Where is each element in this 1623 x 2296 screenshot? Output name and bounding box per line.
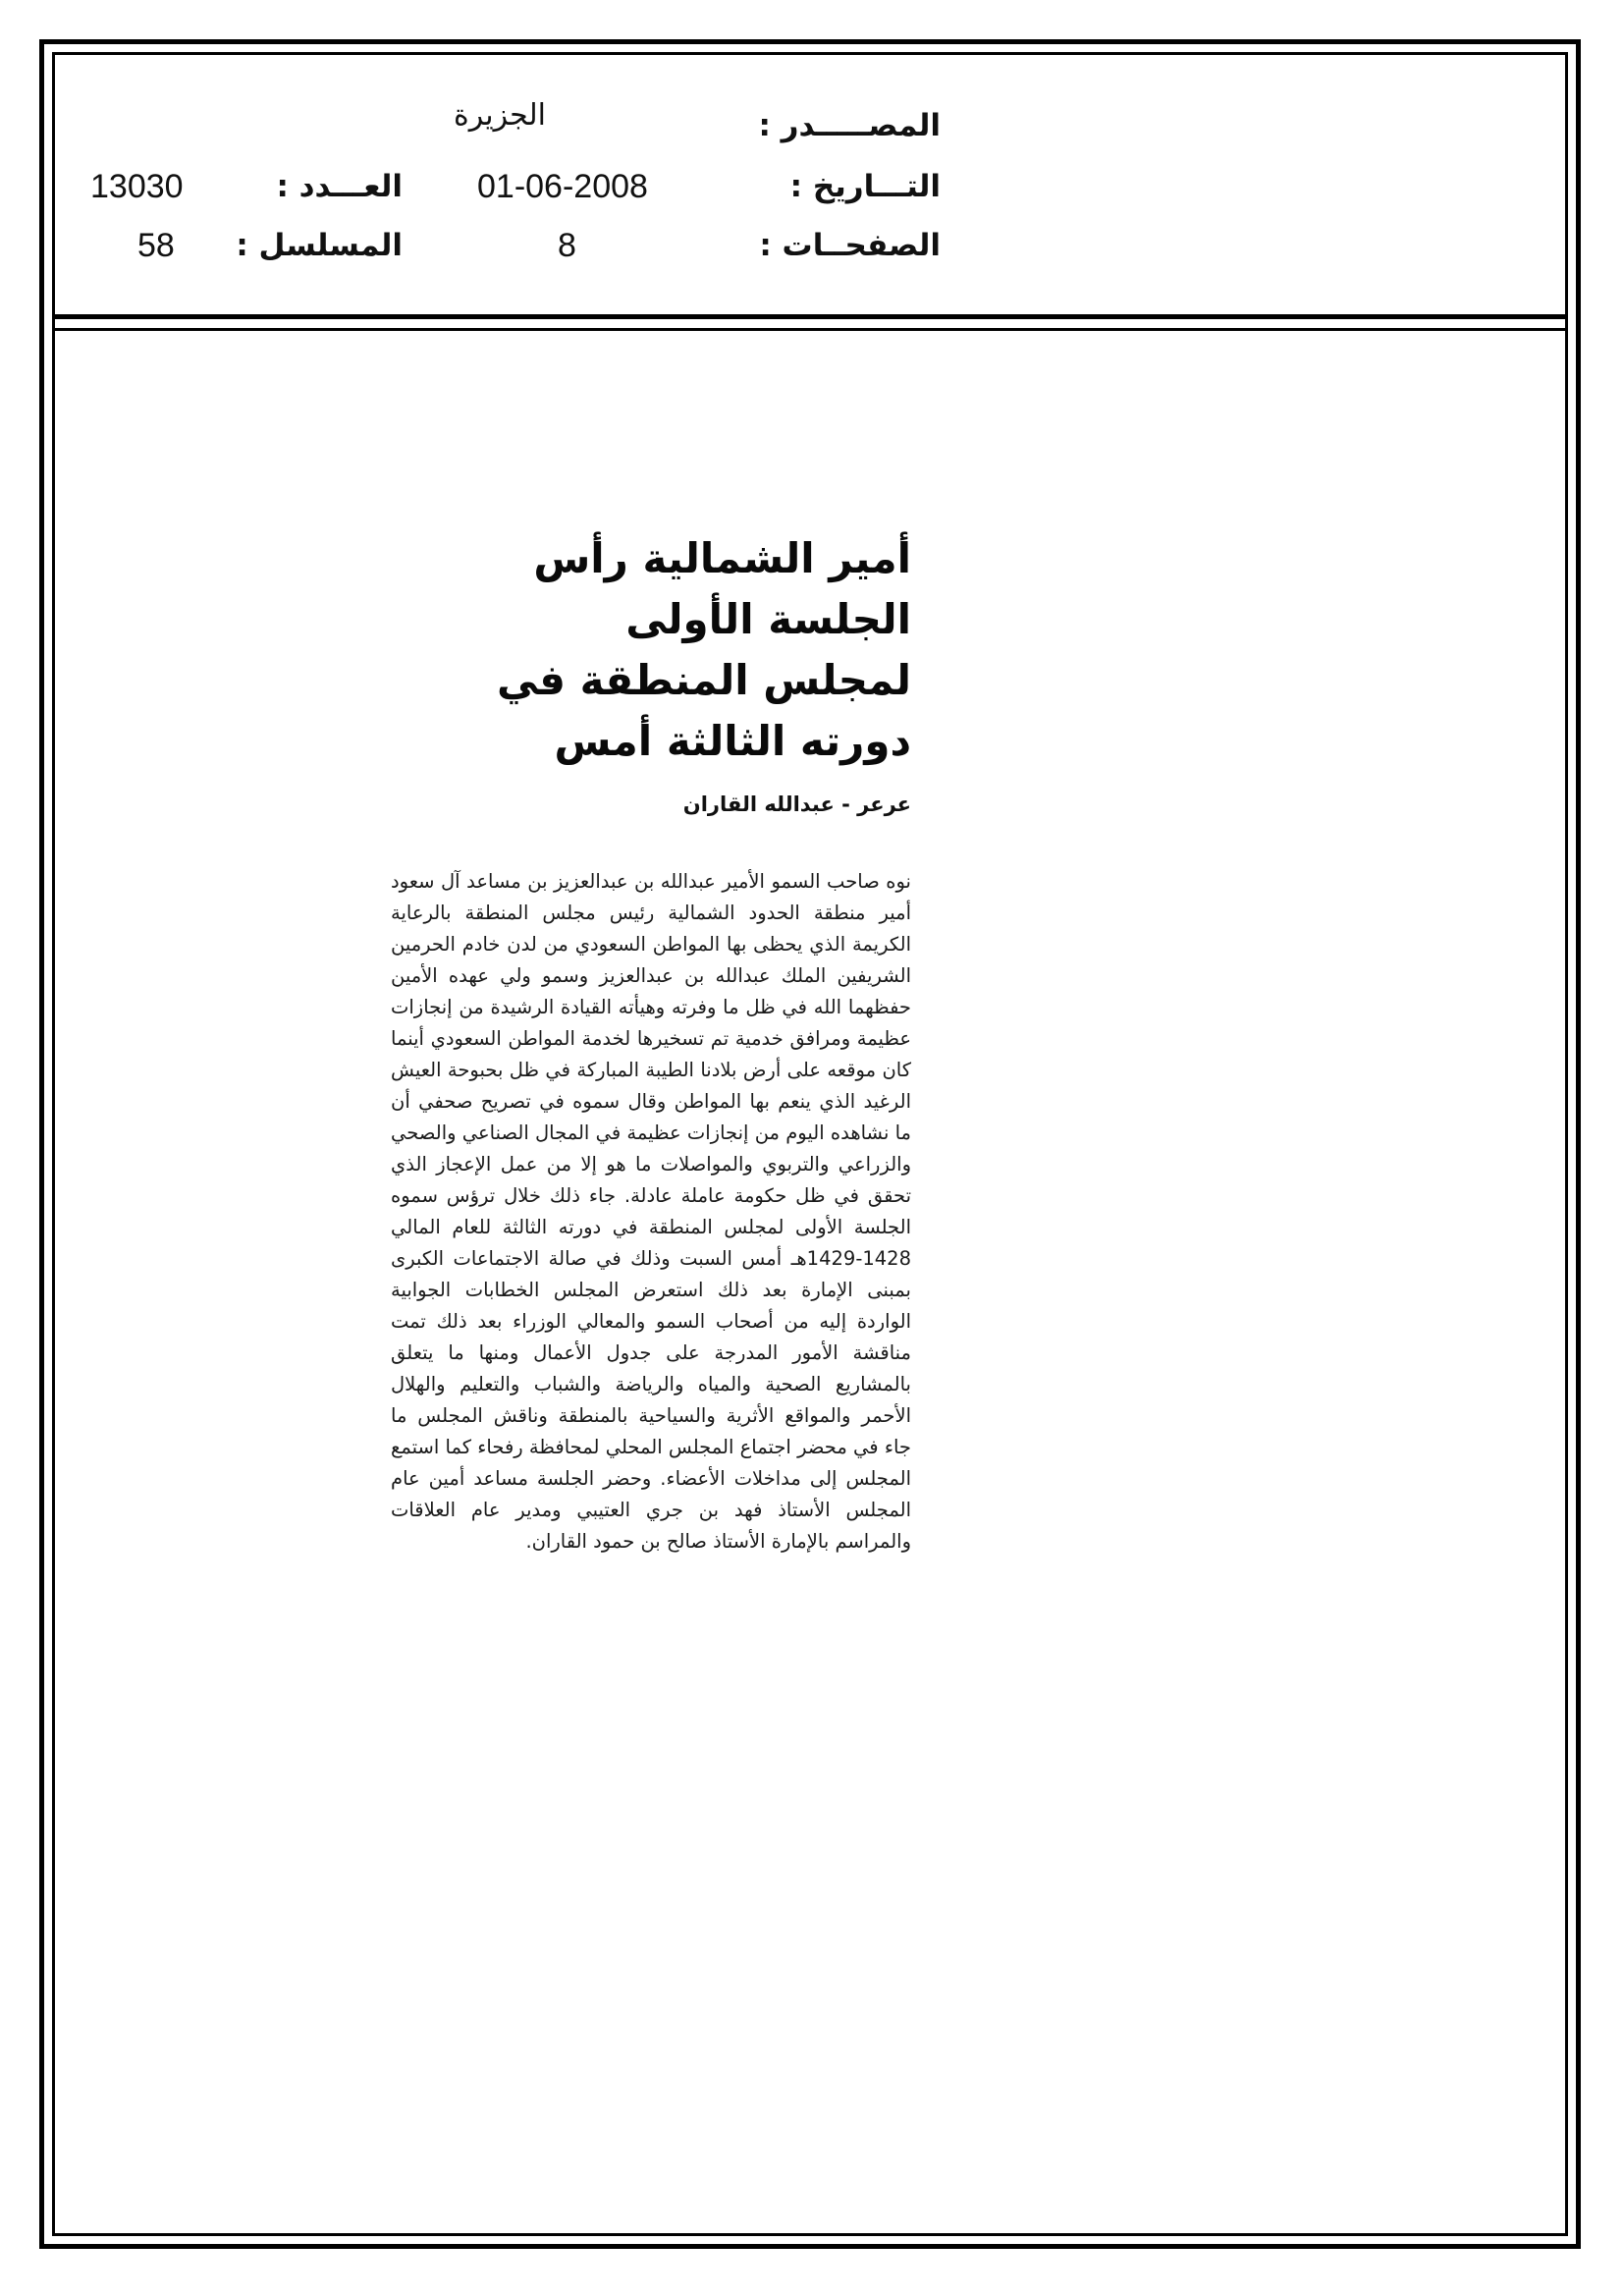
- article-byline: عرعر - عبدالله القاران: [682, 793, 911, 816]
- header-divider-thick: [52, 314, 1568, 319]
- headline-line-1: أمير الشمالية رأس الجلسة الأولى: [533, 534, 911, 643]
- article-body: نوه صاحب السمو الأمير عبدالله بن عبدالعزيز بن مساعد آل سعود أمير منطقة الحدود الشمالية رئيس مجلس المنطقة بالرعاية الكريمة الذي يحظى بها المواطن السعودي من لدن خادم الحرمين الشريفين الملك عبدالله بن عبدالعزيز وسمو ولي عهده الأمين حفظهما الله في ظل ما وفرته وهيأته القيادة الرشيدة من إنجازات عظيمة ومرافق خدمية تم تسخيرها لخدمة المواطن السعودي أينما كان موقعه على أرض بلادنا الطيبة المباركة في ظل بحبوحة العيش الرغيد الذي ينعم بها المواطن وقال سموه في تصريح صحفي أن ما نشاهده اليوم من إنجازات عظيمة في المجال الصناعي والصحي والزراعي والتربوي والمواصلات ما هو إلا من عمل الإعجاز الذي تحقق في ظل حكومة عاملة عادلة. جاء ذلك خلال ترؤس سموه الجلسة الأولى لمجلس المنطقة في دورته الثالثة للعام المالي 1428-1429هـ أمس السبت وذلك في صالة الاجتماعات الكبرى بمبنى الإمارة بعد ذلك استعرض المجلس الخطابات الجوابية الواردة إليه من أصحاب السمو والمعالي الوزراء بعد ذلك تمت مناقشة الأمور المدرجة على جدول الأعمال ومنها ما يتعلق بالمشاريع الصحية والمياه والرياضة والشباب والتعليم والهلال الأحمر والمواقع الأثرية والسياحية بالمنطقة وناقش المجلس ما جاء في محضر اجتماع المجلس المحلي لمحافظة رفحاء كما استمع المجلس إلى مداخلات الأعضاء. وحضر الجلسة مساعد أمين عام المجلس الأستاذ فهد بن جري العتيبي ومدير عام العلاقات والمراسم بالإمارة الأستاذ صالح بن حمود القاران.: [391, 870, 911, 1553]
- news-clipping: [391, 528, 911, 1558]
- pages-label: الصفحــات :: [759, 228, 941, 263]
- source-value: الجزيرة: [454, 98, 547, 133]
- date-value: 01-06-2008: [477, 168, 648, 205]
- serial-value: 58: [137, 227, 175, 264]
- source-label: المصـــــدر :: [758, 108, 941, 143]
- article-headline: [391, 528, 911, 772]
- pages-value: 8: [558, 227, 576, 264]
- issue-label: العـــدد :: [276, 169, 403, 204]
- issue-value: 13030: [90, 168, 184, 205]
- headline-line-2: لمجلس المنطقة في دورته الثالثة أمس: [496, 656, 911, 765]
- date-label: التـــاريخ :: [789, 169, 941, 204]
- serial-label: المسلسل :: [236, 228, 403, 263]
- header-divider-thin: [52, 328, 1568, 331]
